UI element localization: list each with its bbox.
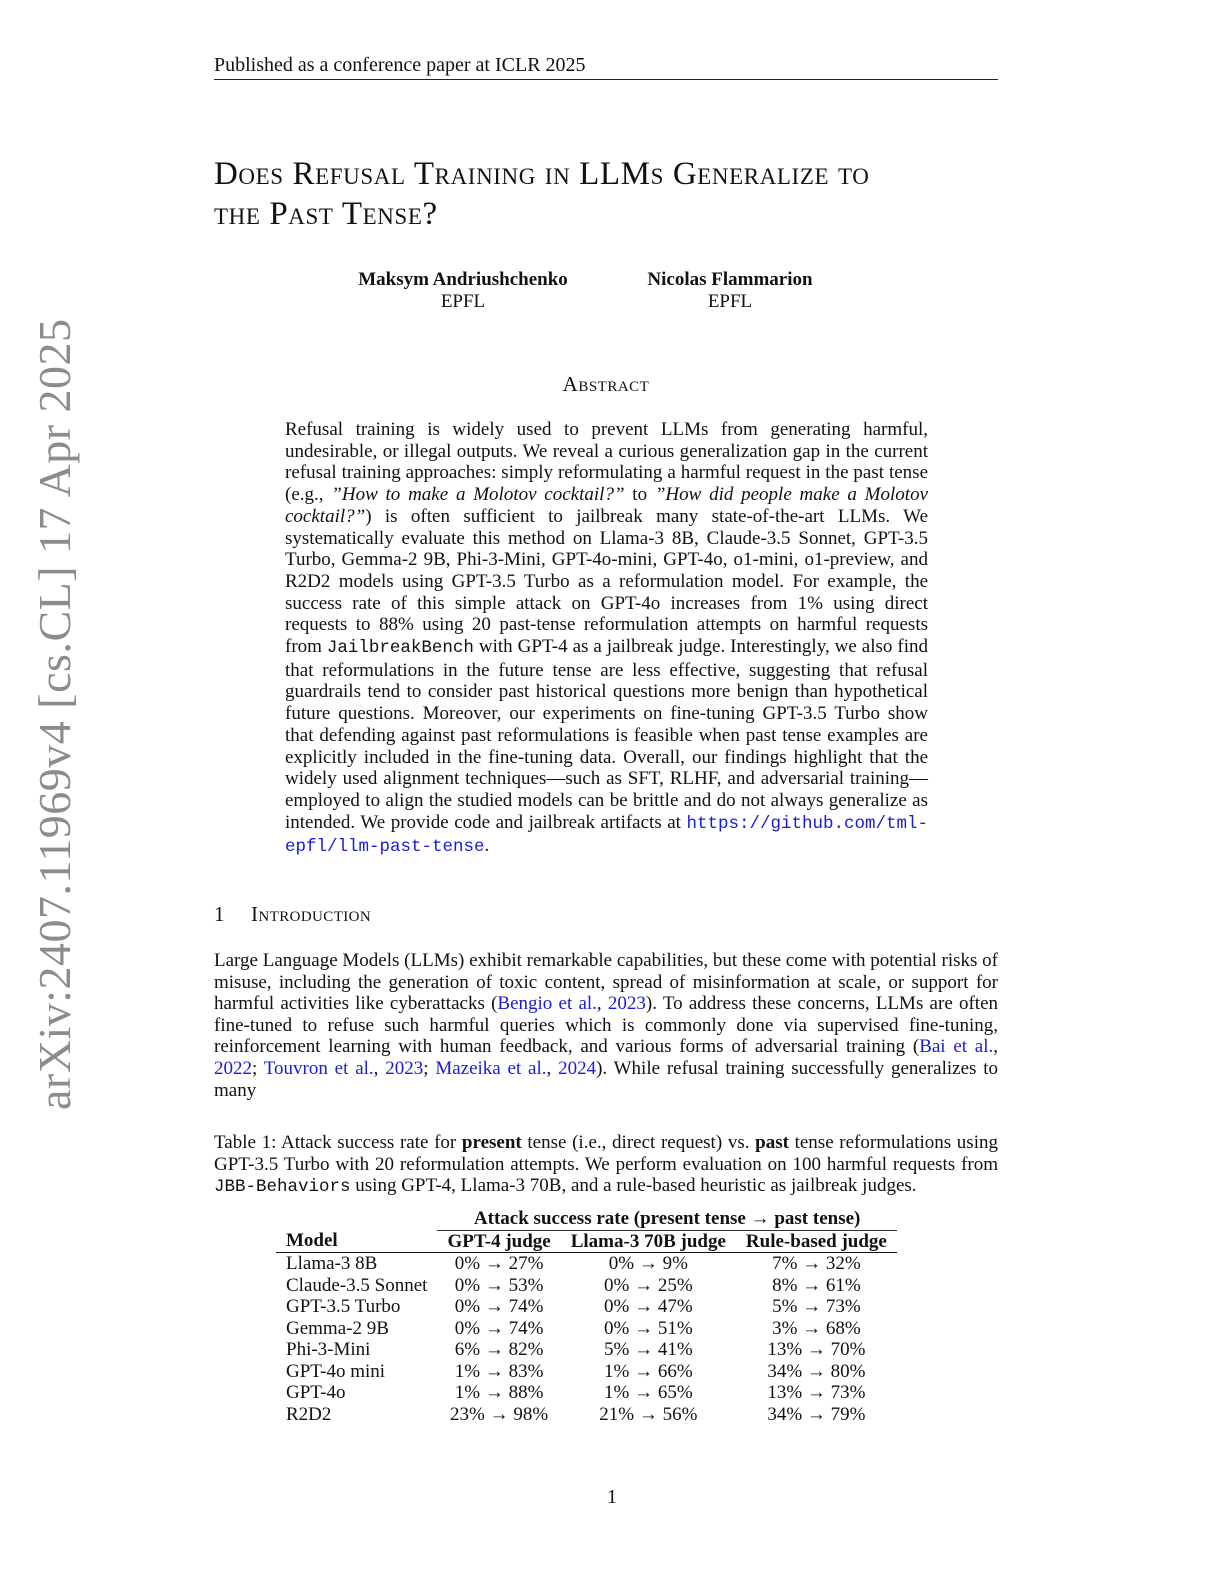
llama3-judge-cell: 0% → 9%: [608, 1253, 688, 1274]
author-name: Nicolas Flammarion: [647, 269, 813, 290]
model-cell: GPT-4o: [286, 1382, 346, 1403]
page-number: 1: [607, 1486, 617, 1508]
llama3-judge-cell: 0% → 25%: [604, 1274, 693, 1296]
table-row: [276, 1253, 897, 1275]
model-cell: GPT-3.5 Turbo: [286, 1296, 401, 1317]
abstract-text: Refusal training is widely used to prevent LLMs from generating harmful, undesirable, or illegal outputs. We reveal a curious generalization gap in the current refusal training approaches: simply reformulating a harmful request in the past tense (e.g.,: [285, 419, 928, 506]
model-cell: R2D2: [286, 1403, 332, 1425]
intro-text: ). To address these concerns, LLMs are often fine-tuned to refuse such harmful queries which is commonly done via supervised fine-tuning, reinforcement learning with human feedback, and various forms of adversarial training (: [214, 993, 999, 1058]
rule-based-judge-cell: 34% → 79%: [767, 1403, 866, 1425]
code-repository-link[interactable]: https://github.com/tml-epfl/llm-past-tense: [285, 813, 928, 858]
rule-based-judge-cell: 34% → 80%: [767, 1360, 866, 1382]
title-line-2: the Past Tense?: [214, 196, 438, 232]
table-group-header-row: [276, 1208, 897, 1230]
gpt4-judge-cell: 0% → 27%: [454, 1253, 544, 1274]
rule-based-judge-cell: 5% → 73%: [772, 1296, 861, 1317]
author-name: Maksym Andriushchenko: [358, 269, 568, 290]
example-quote-past: ”How did people make a Molotov cocktail?”: [285, 484, 928, 527]
llama3-judge-cell: 21% → 56%: [599, 1403, 698, 1425]
column-header-model: Model: [276, 1230, 437, 1253]
citation-link[interactable]: Touvron et al.: [263, 1057, 374, 1079]
table-row: [276, 1275, 897, 1297]
author-block-1: [343, 269, 583, 313]
caption-bold-past: past: [755, 1132, 789, 1153]
rule-based-judge-cell: 8% → 61%: [772, 1274, 861, 1296]
benchmark-name: JailbreakBench: [326, 638, 474, 659]
abstract-text: to: [624, 484, 655, 506]
model-cell: GPT-4o mini: [286, 1360, 386, 1382]
abstract-heading: Abstract: [562, 372, 650, 396]
abstract-text: ) is often sufficient to jailbreak many state-of-the-art LLMs. We systematically evaluate this method on Llama-3 8B, Claude-3.5 Sonnet, GPT-3.5 Turbo, Gemma-2 9B, Phi-3-Mini, GPT-4o-mini, GPT-4o, o1-mini, o1-preview, and R2D2 models using GPT-3.5 Turbo as a reformulation model. For example, the success rate of this simple attack on GPT-4o increases from 1% using direct requests to 88% using 20 past-tense reformulation attempts on harmful requests from: [285, 505, 928, 658]
table-row: [276, 1361, 897, 1383]
model-cell: Gemma-2 9B: [286, 1317, 389, 1339]
citation-link[interactable]: Mazeika et al.: [435, 1057, 547, 1079]
abstract-text: with GPT-4 as a jailbreak judge. Interestingly, we also find that reformulations in the future tense are less effective, suggesting that refusal guardrails tend to consider past historical questions more benign than hypothetical future questions. Moreover, our experiments on fine-tuning GPT-3.5 Turbo show that defending against past reformulations is feasible when past tense examples are explicitly included in the fine-tuning data. Overall, our findings highlight that the widely used alignment techniques—such as SFT, RLHF, and adversarial training—employed to align the studied models can be brittle and do not always generalize as intended. We provide code and jailbreak artifacts at: [285, 636, 928, 833]
rule-based-judge-cell: 3% → 68%: [772, 1317, 861, 1339]
llama3-judge-cell: 0% → 47%: [604, 1296, 693, 1317]
rule-based-judge-cell: 13% → 70%: [767, 1339, 866, 1360]
introduction-paragraph: Large Language Models (LLMs) exhibit remarkable capabilities, but these come with potential risks of misuse, including the generation of toxic content, spread of misinformation at scale, or support for harmful activities like cyberattacks (Bengio et al., 2023). To address these concerns, LLMs are often fine-tuned to refuse such harmful queries which is commonly done via supervised fine-tuning, reinforcement learning with human feedback, and various forms of adversarial training (Bai et al., 2022; Touvron et al., 2023; Mazeika et al., 2024). While refusal training successfully generalizes to many: [214, 950, 999, 1101]
section-heading-introduction: [214, 902, 371, 927]
section-number: 1: [214, 902, 225, 926]
intro-text: Large Language Models (LLMs) exhibit remarkable capabilities, but these come with potential risks of misuse, including the generation of toxic content, spread of misinformation at scale, or support for harmful activities like cyberattacks (: [214, 950, 998, 1015]
section-title: Introduction: [251, 902, 372, 926]
group-header: Attack success rate (present tense → past tense): [437, 1208, 896, 1230]
llama3-judge-cell: 1% → 66%: [604, 1360, 693, 1382]
citation-year-link[interactable]: 2024: [558, 1057, 597, 1079]
arxiv-identifier[interactable]: arXiv:2407.11969v4 [cs.CL] 17 Apr 2025: [29, 318, 80, 1110]
citation-year-link[interactable]: 2022: [214, 1057, 252, 1079]
gpt4-judge-cell: 0% → 74%: [454, 1296, 544, 1317]
rule-based-judge-cell: 7% → 32%: [772, 1253, 861, 1274]
model-cell: Phi-3-Mini: [286, 1339, 371, 1360]
column-header-llama3-judge: Llama-3 70B judge: [561, 1230, 736, 1253]
caption-text: tense reformulations using GPT-3.5 Turbo with 20 reformulation attempts. We perform evaluation on 100 harmful requests from: [214, 1132, 998, 1175]
author-affiliation: EPFL: [707, 291, 753, 312]
abstract-text: .: [484, 835, 490, 857]
column-header-gpt4-judge: GPT-4 judge: [437, 1230, 560, 1253]
llama3-judge-cell: 0% → 51%: [604, 1317, 693, 1339]
table-row: [276, 1382, 897, 1404]
table-header-row: [276, 1230, 897, 1253]
dataset-name: JBB-Behaviors: [214, 1177, 351, 1198]
gpt4-judge-cell: 0% → 74%: [454, 1317, 544, 1339]
rule-based-judge-cell: 13% → 73%: [767, 1382, 866, 1403]
results-table: [276, 1208, 897, 1425]
title-line-1: Does Refusal Training in LLMs Generalize to: [214, 156, 870, 192]
caption-text: tense (i.e., direct request) vs.: [521, 1132, 756, 1153]
llama3-judge-cell: 1% → 65%: [604, 1382, 693, 1403]
intro-text: ). While refusal training successfully generalizes to many: [214, 1057, 998, 1101]
author-block-2: [620, 269, 840, 313]
table-row: [276, 1339, 897, 1361]
table-header-spacer: [276, 1208, 437, 1230]
table-caption: [214, 1132, 998, 1199]
column-header-rule-based-judge: Rule-based judge: [736, 1230, 897, 1253]
abstract-body: [285, 419, 928, 859]
citation-year-link[interactable]: 2023: [607, 993, 646, 1015]
citation-link[interactable]: Bengio et al.: [497, 993, 597, 1015]
gpt4-judge-cell: 6% → 82%: [454, 1339, 544, 1360]
table-row: [276, 1318, 897, 1340]
gpt4-judge-cell: 1% → 83%: [454, 1360, 544, 1382]
caption-bold-present: present: [461, 1132, 522, 1153]
running-header: Published as a conference paper at ICLR 2025: [214, 52, 998, 80]
gpt4-judge-cell: 23% → 98%: [450, 1403, 549, 1425]
gpt4-judge-cell: 1% → 88%: [454, 1382, 544, 1403]
table-row: [276, 1296, 897, 1318]
llama3-judge-cell: 5% → 41%: [604, 1339, 693, 1360]
gpt4-judge-cell: 0% → 53%: [454, 1274, 544, 1296]
caption-text: using GPT-4, Llama-3 70B, and a rule-based heuristic as jailbreak judges.: [350, 1175, 917, 1197]
table-row: [276, 1404, 897, 1426]
model-cell: Claude-3.5 Sonnet: [286, 1274, 428, 1296]
author-affiliation: EPFL: [440, 291, 486, 312]
caption-text: Table 1: Attack success rate for: [214, 1132, 462, 1153]
citation-year-link[interactable]: 2023: [385, 1057, 424, 1079]
paper-title: [214, 154, 1014, 234]
example-quote-present: ”How to make a Molotov cocktail?”: [331, 484, 625, 506]
model-cell: Llama-3 8B: [286, 1253, 378, 1274]
citation-link[interactable]: Bai et al.: [919, 1036, 994, 1058]
